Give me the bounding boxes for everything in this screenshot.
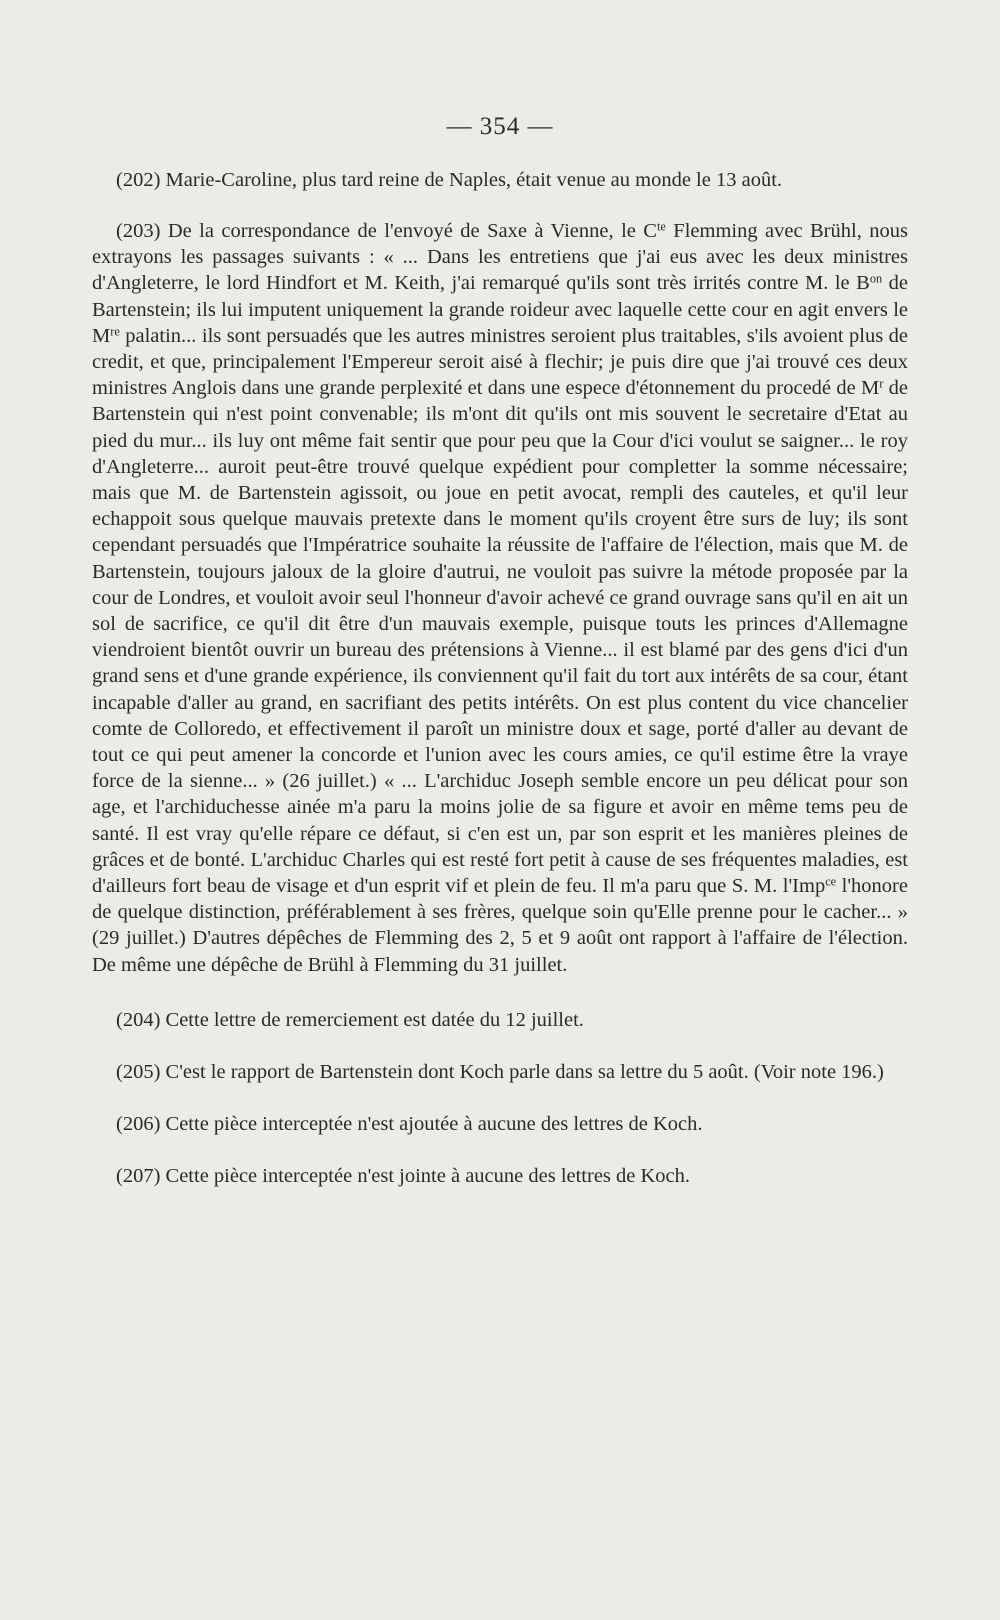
- note-203-text: (203) De la correspondance de l'envoyé de Saxe à Vienne, le C: [116, 220, 657, 242]
- superscript: on: [869, 271, 883, 286]
- page-number: — 354 —: [446, 113, 554, 140]
- note-203: [92, 218, 908, 978]
- note-207: (207) Cette pièce interceptée n'est jointe à aucune des lettres de Koch.: [116, 1164, 691, 1187]
- note-203-text: de Bartenstein; ils lui imputent uniquement la grande roideur avec laquelle cette cour en agit envers le M: [92, 272, 908, 347]
- note-205: (205) C'est le rapport de Bartenstein dont Koch parle dans sa lettre du 5 août. (Voir note 196.): [116, 1060, 884, 1083]
- note-203-text: Flemming avec Brühl, nous extrayons les passages suivants : « ... Dans les entretiens que j'ai eus avec les deux ministres d'Angleterre, le lord Hindfort et M. Keith, j'ai remarqué qu'ils sont très irrités contre M. le B: [92, 220, 908, 295]
- superscript: r: [879, 376, 884, 391]
- footnotes: [92, 166, 908, 1190]
- superscript: re: [110, 324, 120, 339]
- note-204: (204) Cette lettre de remerciement est datée du 12 juillet.: [116, 1008, 584, 1031]
- note-203-text: palatin... ils sont persuadés que les autres ministres seroient plus traitables, s'ils avoient plus de credit, et que, principalement l'Empereur seroit aisé à flechir; je puis dire que j'ai trouvé ces deux ministres Anglois dans une grande perplexité et dans une espece d'étonnement du procedé de M: [92, 324, 908, 400]
- superscript: te: [656, 219, 666, 234]
- note-202: (202) Marie-Caroline, plus tard reine de Naples, était venue au monde le 13 août.: [116, 169, 783, 191]
- note-203-text: de Bartenstein qui n'est point convenable; ils m'ont dit qu'ils ont mis souvent le secretaire d'Etat au pied du mur... ils luy ont même fait sentir que pour peu que la Cour d'ici voulut se saigner... le roy d'Angleterre... auroit peut-être trouvé quelque expédient pour completter la somme nécessaire; mais que M. de Bartenstein agissoit, ou joue en petit avocat, rempli des cauteles, et qu'il leur echappoit sous quelque mauvais pretexte dans le moment qu'ils croyent être surs de luy; ils sont cependant persuadés que l'Impératrice souhaite la réussite de l'affaire de l'élection, mais que M. de Bartenstein, toujours jaloux de la gloire d'autrui, ne vouloit pas suivre la métode proposée par la cour de Londres, et vouloit avoir seul l'honneur d'avoir achevé ce grand ouvrage sans qu'il en ait un sol de sacrifice, ce qu'il dit être d'un mauvais exemple, puisque touts les princes d'Allemagne viendroient bientôt ouvrir un bureau des prétensions à Vienne... il est blamé par des gens d'ici d'un grand sens et d'une grande expérience, ils conviennent qu'il fait du tort aux intérêts de sa cour, étant incapable d'aller au grand, en sacrifiant des petits intérêts. On est plus content du vice chancelier comte de Colloredo, et effectivement il paroît un ministre doux et sage, porté d'aller au devant de tout ce qui peut amener la concorde et l'union avec les cours amies, ce qu'il estime être la vraye force de la sienne... » (26 juillet.) « ... L'archiduc Joseph semble encore un peu délicat pour son age, et l'archiduchesse ainée m'a paru la moins jolie de sa figure et avoir en même tems peu de santé. Il est vray qu'elle répare ce défaut, si c'en est un, par son esprit et les manières pleines de grâces et de bonté. L'archiduc Charles qui est resté fort petit à cause de ses fréquentes maladies, est d'ailleurs fort beau de visage et d'un esprit vif et plein de feu. Il m'a paru que S. M. l'Imp: [92, 377, 908, 898]
- note-206: (206) Cette pièce interceptée n'est ajoutée à aucune des lettres de Koch.: [116, 1112, 703, 1135]
- note-203-text: l'honore de quelque distinction, préférablement à ses frères, quelque soin qu'Elle prenne pour le cacher... » (29 juillet.) D'autres dépêches de Flemming des 2, 5 et 9 août ont rapport à l'affaire de l'élection. De même une dépêche de Brühl à Flemming du 31 juillet.: [92, 875, 908, 976]
- superscript: ce: [825, 874, 837, 889]
